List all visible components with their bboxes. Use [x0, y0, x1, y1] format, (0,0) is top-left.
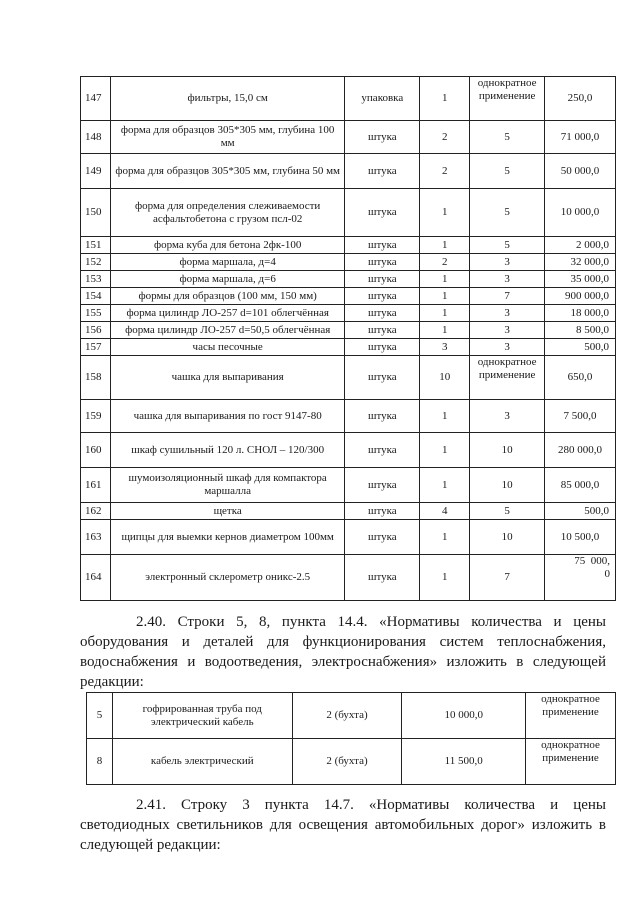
unit: штука [345, 154, 420, 189]
item-name: форма маршала, д=6 [110, 271, 344, 288]
service-term: однократное применение [526, 739, 616, 785]
unit: штука [345, 503, 420, 520]
quantity: 2 [420, 154, 470, 189]
price: 11 500,0 [402, 739, 526, 785]
table-row [81, 77, 616, 121]
item-name: форма цилиндр ЛО-257 d=101 облегчённая [110, 305, 344, 322]
unit: штука [345, 339, 420, 356]
quantity: 1 [420, 77, 470, 121]
quantity: 1 [420, 468, 470, 503]
item-name: электронный склерометр оникс-2.5 [110, 555, 344, 601]
utility-equipment-table [86, 692, 616, 785]
price: 2 000,0 [545, 237, 616, 254]
equipment-norms-table [80, 76, 616, 601]
paragraph-2-40 [80, 612, 606, 692]
unit: штука [345, 468, 420, 503]
row-number: 5 [87, 693, 113, 739]
service-term: 7 [470, 288, 545, 305]
price: 7 500,0 [545, 400, 616, 433]
quantity: 1 [420, 555, 470, 601]
unit: штука [345, 520, 420, 555]
row-number: 160 [81, 433, 111, 468]
quantity: 2 (бухта) [292, 739, 402, 785]
table-row [81, 339, 616, 356]
service-term: 7 [470, 555, 545, 601]
row-number: 147 [81, 77, 111, 121]
quantity: 2 (бухта) [292, 693, 402, 739]
row-number: 158 [81, 356, 111, 400]
price: 500,0 [545, 339, 616, 356]
quantity: 1 [420, 433, 470, 468]
price: 10 500,0 [545, 520, 616, 555]
service-term: 5 [470, 237, 545, 254]
row-number: 161 [81, 468, 111, 503]
row-number: 8 [87, 739, 113, 785]
table-row [81, 237, 616, 254]
quantity: 1 [420, 400, 470, 433]
row-number: 156 [81, 322, 111, 339]
row-number: 148 [81, 121, 111, 154]
service-term: 3 [470, 254, 545, 271]
row-number: 154 [81, 288, 111, 305]
price-line-2: 0 [604, 568, 610, 580]
quantity: 1 [420, 288, 470, 305]
service-term: 3 [470, 271, 545, 288]
price: 10 000,0 [402, 693, 526, 739]
item-name: щипцы для выемки кернов диаметром 100мм [110, 520, 344, 555]
row-number: 149 [81, 154, 111, 189]
service-term: 10 [470, 433, 545, 468]
item-name: гофрированная труба под электрический кабель [112, 693, 292, 739]
price: 8 500,0 [545, 322, 616, 339]
quantity: 4 [420, 503, 470, 520]
item-name: фильтры, 15,0 см [110, 77, 344, 121]
table-row [87, 693, 616, 739]
service-term: 10 [470, 520, 545, 555]
unit: штука [345, 433, 420, 468]
item-name: форма для образцов 305*305 мм, глубина 100 мм [110, 121, 344, 154]
quantity: 10 [420, 356, 470, 400]
item-name: чашка для выпаривания по гост 9147-80 [110, 400, 344, 433]
item-name: часы песочные [110, 339, 344, 356]
table-row [81, 400, 616, 433]
row-number: 159 [81, 400, 111, 433]
table-row [87, 739, 616, 785]
service-term: однократное применение [470, 356, 545, 400]
row-number: 150 [81, 189, 111, 237]
table-row [81, 288, 616, 305]
row-number: 162 [81, 503, 111, 520]
price: 50 000,0 [545, 154, 616, 189]
unit: штука [345, 189, 420, 237]
unit: штука [345, 305, 420, 322]
unit: штука [345, 237, 420, 254]
item-name: форма куба для бетона 2фк-100 [110, 237, 344, 254]
row-number: 155 [81, 305, 111, 322]
quantity: 3 [420, 339, 470, 356]
price-line-1: 75 000, [574, 555, 610, 567]
table-row [81, 322, 616, 339]
table-row [81, 305, 616, 322]
row-number: 153 [81, 271, 111, 288]
price: 85 000,0 [545, 468, 616, 503]
table-row [81, 520, 616, 555]
quantity: 1 [420, 305, 470, 322]
quantity: 1 [420, 237, 470, 254]
price: 250,0 [545, 77, 616, 121]
quantity: 1 [420, 520, 470, 555]
unit: штука [345, 271, 420, 288]
quantity: 2 [420, 254, 470, 271]
price: 71 000,0 [545, 121, 616, 154]
service-term: 5 [470, 154, 545, 189]
service-term: 3 [470, 339, 545, 356]
price: 35 000,0 [545, 271, 616, 288]
service-term: 3 [470, 322, 545, 339]
table-row [81, 271, 616, 288]
service-term: 5 [470, 189, 545, 237]
table-row [81, 356, 616, 400]
row-number: 152 [81, 254, 111, 271]
item-name: форма маршала, д=4 [110, 254, 344, 271]
unit: штука [345, 322, 420, 339]
price: 650,0 [545, 356, 616, 400]
item-name: шкаф сушильный 120 л. СНОЛ – 120/300 [110, 433, 344, 468]
price [545, 555, 616, 601]
table-row [81, 189, 616, 237]
unit: штука [345, 254, 420, 271]
item-name: форма для определения слеживаемости асфальтобетона с грузом псл-02 [110, 189, 344, 237]
row-number: 157 [81, 339, 111, 356]
service-term: однократное применение [470, 77, 545, 121]
item-name: форма цилиндр ЛО-257 d=50,5 облегчённая [110, 322, 344, 339]
price: 18 000,0 [545, 305, 616, 322]
table-row [81, 154, 616, 189]
row-number: 164 [81, 555, 111, 601]
quantity: 1 [420, 271, 470, 288]
table-row [81, 254, 616, 271]
row-number: 151 [81, 237, 111, 254]
item-name: чашка для выпаривания [110, 356, 344, 400]
unit: штука [345, 356, 420, 400]
price: 10 000,0 [545, 189, 616, 237]
service-term: 10 [470, 468, 545, 503]
paragraph-2-41-text: 2.41. Строку 3 пункта 14.7. «Нормативы количества и цены светодиодных светильников для освещения автомобильных дорог» изложить в следующей редакции: [80, 797, 606, 853]
table-row [81, 433, 616, 468]
unit: штука [345, 555, 420, 601]
table-row [81, 555, 616, 601]
item-name: кабель электрический [112, 739, 292, 785]
item-name: форма для образцов 305*305 мм, глубина 50 мм [110, 154, 344, 189]
table-row [81, 468, 616, 503]
unit: штука [345, 400, 420, 433]
service-term: однократное применение [526, 693, 616, 739]
service-term: 5 [470, 503, 545, 520]
paragraph-2-41 [80, 795, 606, 855]
price: 32 000,0 [545, 254, 616, 271]
quantity: 1 [420, 322, 470, 339]
row-number: 163 [81, 520, 111, 555]
unit: штука [345, 121, 420, 154]
price: 280 000,0 [545, 433, 616, 468]
table-row [81, 121, 616, 154]
quantity: 1 [420, 189, 470, 237]
service-term: 3 [470, 305, 545, 322]
quantity: 2 [420, 121, 470, 154]
service-term: 5 [470, 121, 545, 154]
item-name: формы для образцов (100 мм, 150 мм) [110, 288, 344, 305]
unit: упаковка [345, 77, 420, 121]
table-row [81, 503, 616, 520]
item-name: щетка [110, 503, 344, 520]
price: 500,0 [545, 503, 616, 520]
price: 900 000,0 [545, 288, 616, 305]
service-term: 3 [470, 400, 545, 433]
item-name: шумоизоляционный шкаф для компактора маршалла [110, 468, 344, 503]
paragraph-2-40-text: 2.40. Строки 5, 8, пункта 14.4. «Нормативы количества и цены оборудования и деталей для функционирования систем теплоснабжения, водоснабжения и водоотведения, электроснабжения» изложить в следующей редакции: [80, 614, 606, 690]
unit: штука [345, 288, 420, 305]
